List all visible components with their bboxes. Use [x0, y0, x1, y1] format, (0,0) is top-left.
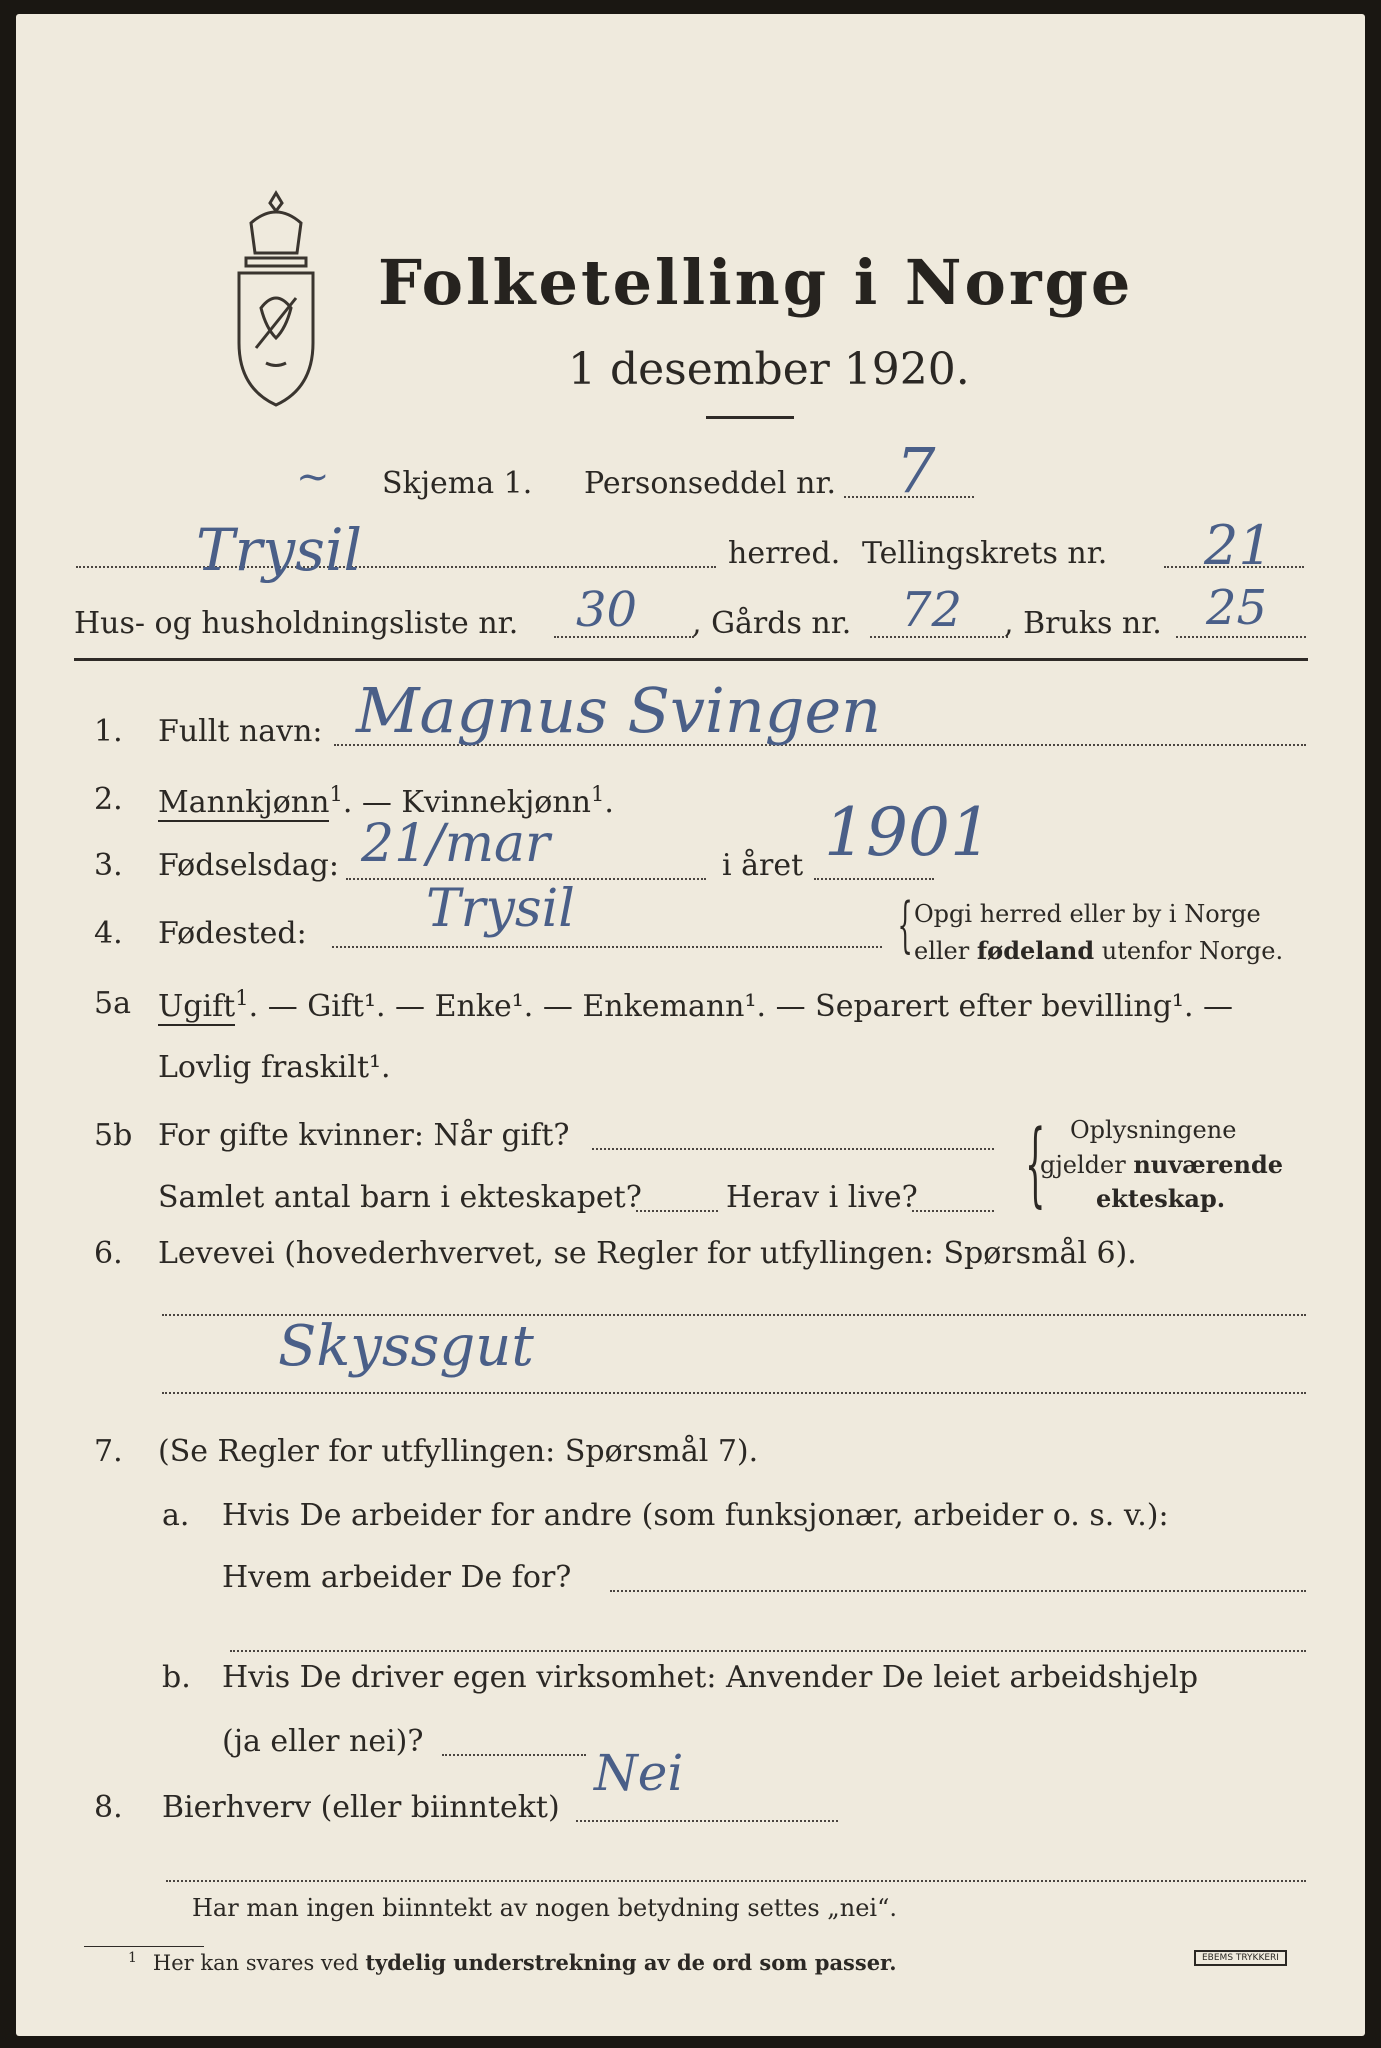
q4-line — [332, 946, 882, 948]
q4-note-2b: fødeland — [976, 936, 1095, 965]
footnote-text-b: tydelig understrekning av de ord som passer. — [365, 1950, 897, 1975]
q2-end: . — [604, 785, 614, 820]
q6-label: Levevei (hovederhvervet, se Regler for utfyllingen: Spørsmål 6). — [158, 1236, 1137, 1271]
hus-value: 30 — [576, 582, 638, 638]
q5b-note-3b: ekteskap. — [1096, 1184, 1226, 1213]
coat-of-arms-icon — [221, 188, 331, 413]
q6-number: 6. — [94, 1236, 123, 1271]
q3-value: 21/mar — [361, 814, 550, 874]
q5a-line2: Lovlig fraskilt¹. — [158, 1050, 391, 1085]
printer-stamp — [1194, 1950, 1287, 1966]
q5b-brace: { — [1025, 1110, 1046, 1217]
q5b-line2a-dots — [636, 1210, 718, 1212]
q3-year-value: 1901 — [824, 794, 992, 871]
q3-year-line — [814, 878, 934, 880]
printer-stamp-text: EBEMS TRYKKERI — [1202, 1953, 1279, 1963]
q1-value: Magnus Svingen — [356, 674, 882, 747]
q7a-line2: Hvem arbeider De for? — [222, 1560, 572, 1595]
q6-value: Skyssgut — [278, 1314, 534, 1379]
q7a-line1: Hvis De arbeider for andre (som funksjonær, arbeider o. s. v.): — [222, 1498, 1169, 1533]
gards-value: 72 — [901, 582, 963, 638]
personseddel-label: Personseddel nr. — [584, 466, 837, 501]
q1-label: Fullt navn: — [158, 714, 323, 749]
q7b-line2-dots — [442, 1754, 586, 1756]
q5b-number: 5b — [94, 1118, 133, 1153]
q5b-note-2a: gjelder — [1040, 1151, 1134, 1179]
q2-sup-1: 1 — [329, 782, 343, 806]
q2-sup-2: 1 — [590, 782, 605, 806]
q1-number: 1. — [94, 714, 123, 749]
footnote-text-a: Her kan svares ved — [152, 1951, 366, 1975]
q3-year-label: i året — [722, 848, 804, 883]
q5b-note-3 — [1096, 1184, 1225, 1213]
census-form-page — [16, 14, 1365, 2036]
q4-note-1: Opgi herred eller by i Norge — [914, 900, 1261, 928]
q2-kvinnekjonn: Kvinnekjønn — [401, 785, 591, 820]
q8-label: Bierhverv (eller biinntekt) — [162, 1790, 560, 1825]
q5a-row — [158, 986, 1233, 1024]
q4-note-2c: utenfor Norge. — [1094, 937, 1284, 965]
q5b-line1: For gifte kvinner: Når gift? — [158, 1118, 570, 1153]
q8-line2 — [166, 1880, 1306, 1882]
q3-label: Fødselsdag: — [158, 848, 339, 883]
handwritten-mark: ~ — [296, 454, 330, 500]
q4-brace: { — [897, 890, 913, 960]
herred-label: herred. — [728, 536, 841, 571]
q4-note-2a: eller — [914, 937, 977, 965]
q5b-line1-dots — [592, 1148, 994, 1150]
section-divider — [74, 658, 1308, 661]
q7a-number: a. — [162, 1498, 190, 1533]
q5b-note-1: Oplysningene — [1070, 1116, 1237, 1144]
q2-number: 2. — [94, 782, 123, 817]
census-date: 1 desember 1920. — [568, 344, 970, 395]
q8-value: Nei — [594, 1744, 684, 1802]
bruks-value: 25 — [1206, 580, 1268, 636]
q4-value: Trysil — [426, 879, 575, 939]
q5b-line2a: Samlet antal barn i ekteskapet? — [158, 1180, 642, 1215]
q7a-line2-dots — [610, 1590, 1306, 1592]
footnote-mark: 1 — [128, 1950, 137, 1966]
gards-label: , Gårds nr. — [692, 606, 852, 641]
title-divider — [706, 416, 794, 419]
q4-label: Fødested: — [158, 916, 307, 951]
q3-number: 3. — [94, 848, 123, 883]
q5a-ugift-underlined: Ugift — [158, 989, 236, 1024]
q2-sep: . — — [342, 785, 402, 820]
form-title: Folketelling i Norge — [378, 246, 1134, 319]
q4-note-2 — [914, 936, 1283, 965]
personseddel-value: 7 — [896, 434, 936, 507]
q5b-note-2b: nuværende — [1133, 1150, 1284, 1179]
hus-label: Hus- og husholdningsliste nr. — [74, 606, 519, 641]
q5a-sup: 1 — [235, 986, 249, 1010]
q5b-note-2 — [1040, 1150, 1283, 1179]
q7-number: 7. — [94, 1434, 123, 1469]
footer-note: Har man ingen biinntekt av nogen betydning settes „nei“. — [192, 1894, 897, 1922]
skjema-label: Skjema 1. — [382, 466, 533, 501]
footnote — [128, 1950, 897, 1975]
q5a-number: 5a — [94, 986, 131, 1021]
tellingskrets-value: 21 — [1204, 514, 1273, 577]
q7b-line2: (ja eller nei)? — [222, 1724, 424, 1759]
q2-mannkjonn-underlined: Mannkjønn — [158, 785, 330, 820]
herred-value: Trysil — [196, 516, 363, 584]
herred-line — [76, 566, 716, 568]
q7b-line1: Hvis De driver egen virksomhet: Anvender De leiet arbeidshjelp — [222, 1660, 1199, 1695]
tellingskrets-label: Tellingskrets nr. — [862, 536, 1108, 571]
bruks-label: , Bruks nr. — [1004, 606, 1162, 641]
footnote-divider — [84, 1946, 204, 1947]
q7b-number: b. — [162, 1660, 191, 1695]
q5a-rest: . — Gift¹. — Enke¹. — Enkemann¹. — Separert efter bevilling¹. — — [248, 989, 1234, 1024]
bruks-line — [1176, 636, 1306, 638]
q8-line — [576, 1820, 838, 1822]
q7-label: (Se Regler for utfyllingen: Spørsmål 7). — [158, 1434, 759, 1469]
q6-line2 — [162, 1392, 1306, 1394]
q7a-line3-dots — [230, 1650, 1306, 1652]
q5b-line2b: Herav i live? — [726, 1180, 918, 1215]
q5b-line2b-dots — [912, 1210, 994, 1212]
q8-number: 8. — [94, 1790, 123, 1825]
q4-number: 4. — [94, 916, 123, 951]
